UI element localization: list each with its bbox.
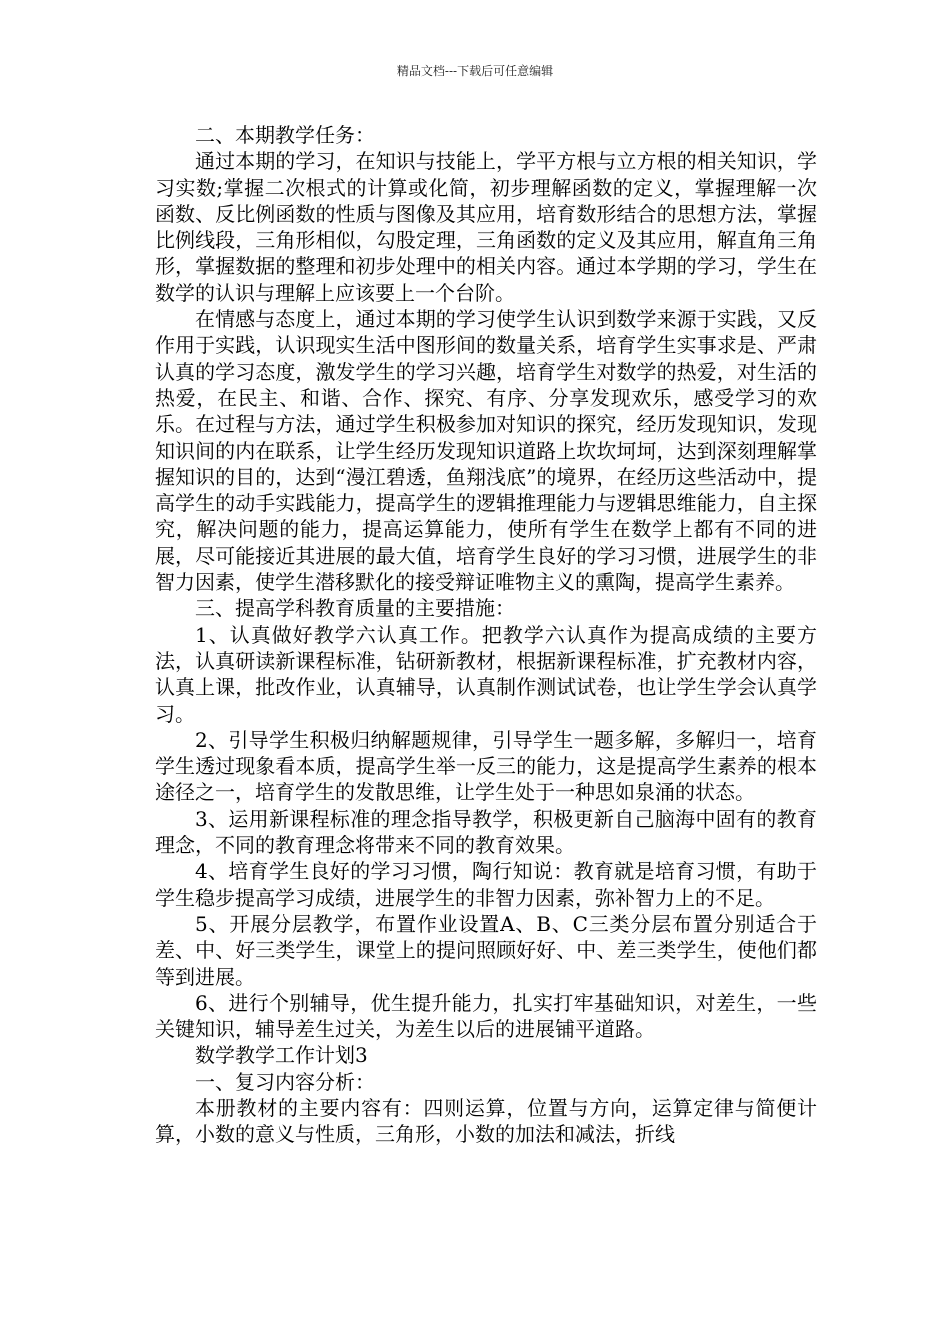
paragraph-knowledge-skills: 通过本期的学习，在知识与技能上，学平方根与立方根的相关知识，学习实数;掌握二次根式的计算或化简，初步理解函数的定义，掌握理解一次函数、反比例函数的性质与图像及其应用，培育数形结合的思想方法，掌握比例线段，三角形相似，勾股定理，三角函数的定义及其应用，解直角三角形，掌握数据的整理和初步处理中的相关内容。通过本学期的学习，学生在数学的认识与理解上应该要上一个台阶。 [155, 149, 817, 305]
measure-item-5: 5、开展分层教学，布置作业设置A、B、C三类分层布置分别适合于差、中、好三类学生，课堂上的提问照顾好好、中、差三类学生，使他们都等到进展。 [155, 911, 817, 989]
plan-title-3: 数学教学工作计划3 [195, 1043, 368, 1068]
measure-item-3: 3、运用新课程标准的理念指导教学，积极更新自己脑海中固有的教育理念，不同的教育理念将带来不同的教育效果。 [155, 806, 817, 858]
measure-item-1: 1、认真做好教学六认真工作。把教学六认真作为提高成绩的主要方法，认真研读新课程标准，钻研新教材，根据新课程标准，扩充教材内容，认真上课，批改作业，认真辅导，认真制作测试试卷，也让学生学会认真学习。 [155, 622, 817, 726]
paragraph-emotion-attitude: 在情感与态度上，通过本期的学习使学生认识到数学来源于实践，又反作用于实践，认识现实生活中图形间的数量关系，培育学生实事求是、严肃认真的学习态度，激发学生的学习兴趣，培育学生对数学的热爱，对生活的热爱，在民主、和谐、合作、探究、有序、分享发现欢乐，感受学习的欢乐。在过程与方法，通过学生积极参加对知识的探究，经历发现知识，发现知识间的内在联系，让学生经历发现知识道路上坎坎坷坷，达到深刻理解掌握知识的目的，达到“漫江碧透，鱼翔浅底”的境界，在经历这些活动中，提高学生的动手实践能力，提高学生的逻辑推理能力与逻辑思维能力，自主探究，解决问题的能力，提高运算能力，使所有学生在数学上都有不同的进展，尽可能接近其进展的最大值，培育学生良好的学习习惯，进展学生的非智力因素，使学生潜移默化的接受辩证唯物主义的熏陶，提高学生素养。 [155, 307, 817, 595]
measure-item-4: 4、培育学生良好的学习习惯，陶行知说：教育就是培育习惯，有助于学生稳步提高学习成绩，进展学生的非智力因素，弥补智力上的不足。 [155, 859, 817, 910]
measure-item-2: 2、引导学生积极归纳解题规律，引导学生一题多解，多解归一，培育学生透过现象看本质，提高学生举一反三的能力，这是提高学生素养的根本途径之一，培育学生的发散思维，让学生处于一种思如泉涌的状态。 [155, 727, 817, 805]
section-heading-task: 二、本期教学任务： [195, 123, 375, 147]
document-body [155, 122, 817, 1148]
page-header: 精品文档---下载后可任意编辑 [396, 64, 554, 78]
paragraph-review-content: 本册教材的主要内容有：四则运算，位置与方向，运算定律与简便计算，小数的意义与性质，三角形，小数的加法和减法，折线 [155, 1095, 817, 1147]
section-heading-review: 一、复习内容分析： [195, 1069, 375, 1094]
measure-item-6: 6、进行个别辅导，优生提升能力，扎实打牢基础知识，对差生，一些关键知识，辅导差生过关，为差生以后的进展铺平道路。 [155, 990, 817, 1042]
section-heading-measures: 三、提高学科教育质量的主要措施： [195, 596, 515, 621]
